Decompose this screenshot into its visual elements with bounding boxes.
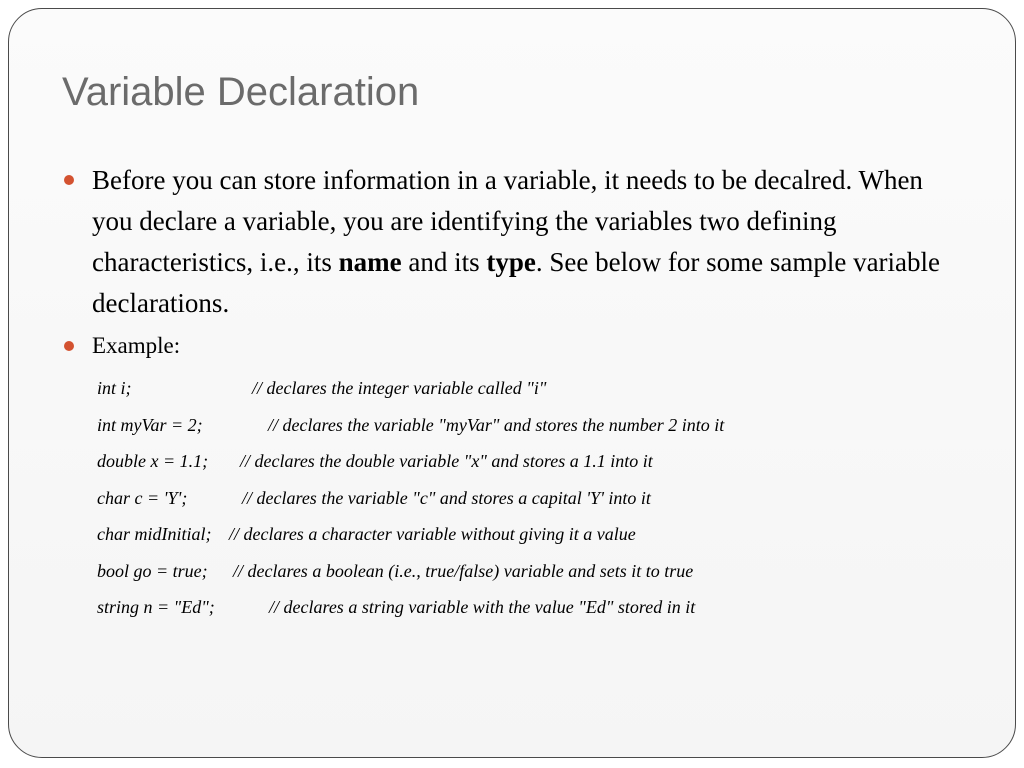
code-statement: char midInitial; xyxy=(97,524,212,544)
bullet-dot-icon xyxy=(64,341,74,351)
code-line xyxy=(97,443,957,480)
code-comment: // declares the variable "myVar" and stores the number 2 into it xyxy=(268,414,725,435)
intro-text-part-3: . See below for some sample variable declarations. xyxy=(92,247,941,318)
code-line xyxy=(97,370,957,407)
code-statement: double x = 1.1; xyxy=(97,451,209,471)
code-statement: bool go = true; xyxy=(97,560,208,581)
code-comment: // declares a boolean (i.e., true/false) variable and sets it to true xyxy=(233,560,694,581)
example-label: Example: xyxy=(92,333,181,358)
code-examples xyxy=(97,370,957,626)
intro-bold-name: name xyxy=(338,247,402,277)
code-statement: int myVar = 2; xyxy=(97,414,203,435)
code-statement: char c = 'Y'; xyxy=(97,487,188,508)
code-comment: // declares the double variable "x" and stores a 1.1 into it xyxy=(240,451,653,471)
intro-text-part-2: and its xyxy=(401,247,487,277)
bullet-item-example xyxy=(62,328,962,364)
bullet-dot-icon xyxy=(64,175,74,185)
code-comment: // declares a string variable with the value "Ed" stored in it xyxy=(269,597,696,617)
code-line xyxy=(97,407,957,444)
intro-text-part-1: Before you can store information in a variable, it needs to be decalred. When you declare a variable, you are identifying the variables two defining characteristics, i.e., its xyxy=(92,165,923,277)
intro-bold-type: type xyxy=(486,247,536,277)
code-comment: // declares the variable "c" and stores a capital 'Y' into it xyxy=(242,487,651,508)
code-comment: // declares the integer variable called "i" xyxy=(252,378,547,398)
code-line xyxy=(97,553,957,590)
code-line xyxy=(97,480,957,517)
code-statement: string n = "Ed"; xyxy=(97,597,215,617)
code-line xyxy=(97,516,957,553)
code-statement: int i; xyxy=(97,378,132,398)
bullet-list xyxy=(62,160,962,364)
code-comment: // declares a character variable without giving it a value xyxy=(229,524,636,544)
bullet-item-intro xyxy=(62,160,962,324)
slide-title: Variable Declaration xyxy=(62,70,420,114)
code-line xyxy=(97,589,957,626)
